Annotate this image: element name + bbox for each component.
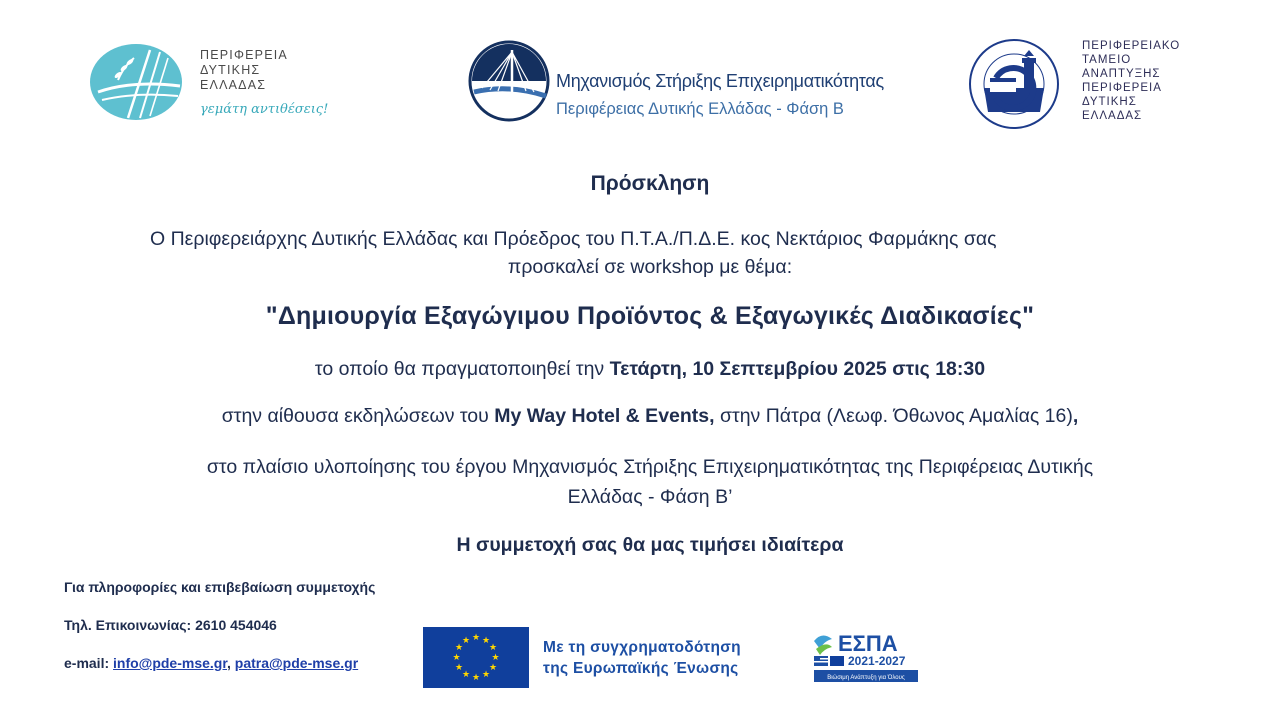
fund-name-line: ΔΥΤΙΚΗΣ [1082, 96, 1137, 108]
contact-heading: Για πληροφορίες και επιβεβαίωση συμμετοχής [64, 579, 376, 595]
bridge-emblem-icon [468, 40, 550, 122]
eu-cofunding-line: της Ευρωπαϊκής Ένωσης [543, 660, 739, 677]
event-date-value: Τετάρτη, 10 Σεπτεμβρίου 2025 στις 18:30 [609, 358, 986, 380]
fund-name-line: ΤΑΜΕΙΟ [1082, 54, 1132, 66]
contact-phone: Τηλ. Επικοινωνίας: 2610 454046 [64, 617, 277, 633]
region-name-line: ΔΥΤΙΚΗΣ [200, 63, 261, 77]
svg-text:★: ★ [488, 643, 498, 653]
honor-statement: Η συμμετοχή σας θα μας τιμήσει ιδιαίτερα [456, 534, 844, 556]
mechanism-subtitle: Περιφέρειας Δυτικής Ελλάδας - Φάση Β [556, 100, 844, 118]
contact-email [64, 655, 358, 671]
region-logo [88, 40, 358, 130]
email-separator: , [227, 655, 235, 671]
venue-address: στην Πάτρα (Λεωφ. Όθωνος Αμαλίας 16) [714, 405, 1073, 427]
development-fund-logo [968, 38, 1218, 130]
project-context-line: στο πλαίσιο υλοποίησης του έργου Μηχανισμός Στήριξης Επιχειρηματικότητας της Περιφέρειας Δυτικής [206, 456, 1094, 478]
svg-text:★: ★ [452, 653, 461, 663]
espa-logo [812, 629, 920, 685]
intro-text: Ο Περιφερειάρχης Δυτικής Ελλάδας και Πρόεδρος του Π.Τ.Α./Π.Δ.Ε. κος Νεκτάριος Φαρμάκης σας [150, 228, 997, 250]
intro-text-continued: προσκαλεί σε workshop με θέμα: [507, 256, 793, 278]
region-name-line: ΠΕΡΙΦΕΡΕΙΑ [200, 48, 288, 62]
email-link-patra[interactable]: patra@pde-mse.gr [234, 655, 359, 671]
svg-text:★: ★ [471, 633, 481, 643]
region-slogan: γεμάτη αντιθέσεις! [200, 102, 329, 117]
svg-text:★: ★ [454, 643, 464, 653]
venue-comma: , [1072, 405, 1079, 427]
svg-text:ΕΣΠΑ: ΕΣΠΑ [838, 631, 898, 656]
event-date-prefix: το οποίο θα πραγματοποιηθεί την [314, 358, 610, 380]
svg-text:★: ★ [488, 663, 498, 673]
venue-prefix: στην αίθουσα εκδηλώσεων του [221, 405, 495, 427]
fund-seal-icon [968, 38, 1060, 130]
eu-cofunding-text [543, 637, 741, 679]
svg-text:★: ★ [461, 636, 471, 646]
workshop-title: "Δημιουργία Εξαγώγιμου Προϊόντος & Εξαγωγικές Διαδικασίες" [265, 302, 1035, 330]
fund-name [1082, 39, 1180, 123]
eu-cofunding-line: Με τη συγχρηματοδότηση [543, 639, 741, 656]
region-name [200, 48, 288, 93]
email-label: e-mail: [64, 655, 114, 671]
email-link-info[interactable]: info@pde-mse.gr [113, 655, 228, 671]
svg-text:★: ★ [454, 663, 464, 673]
espa-icon [812, 629, 920, 685]
event-date-line [60, 358, 1240, 381]
fund-name-line: ΠΕΡΙΦΕΡΕΙΑ [1082, 82, 1162, 94]
mechanism-logo [468, 40, 898, 122]
svg-text:★: ★ [481, 636, 491, 646]
svg-text:★: ★ [491, 653, 500, 663]
svg-text:★: ★ [481, 670, 491, 680]
venue-name: My Way Hotel & Events, [494, 405, 715, 427]
svg-text:2021-2027: 2021-2027 [848, 654, 906, 668]
project-context-line: Ελλάδας - Φάση Β’ [567, 486, 733, 508]
region-name-line: ΕΛΛΑΔΑΣ [200, 78, 267, 92]
event-venue-line [60, 405, 1240, 428]
mechanism-title: Μηχανισμός Στήριξης Επιχειρηματικότητας [556, 71, 884, 91]
region-emblem-icon [88, 40, 188, 126]
fund-name-line: ΕΛΛΑΔΑΣ [1082, 110, 1143, 122]
fund-name-line: ΠΕΡΙΦΕΡΕΙΑΚΟ [1082, 40, 1181, 52]
fund-name-line: ΑΝΑΠΤΥΞΗΣ [1082, 68, 1161, 80]
project-context [60, 452, 1240, 512]
invitation-title: Πρόσκληση [590, 172, 710, 195]
svg-text:Βιώσιμη Ανάπτυξη για Όλους: Βιώσιμη Ανάπτυξη για Όλους [827, 675, 905, 681]
svg-text:★: ★ [461, 670, 471, 680]
eu-flag-icon [423, 627, 529, 688]
svg-text:★: ★ [471, 673, 481, 683]
